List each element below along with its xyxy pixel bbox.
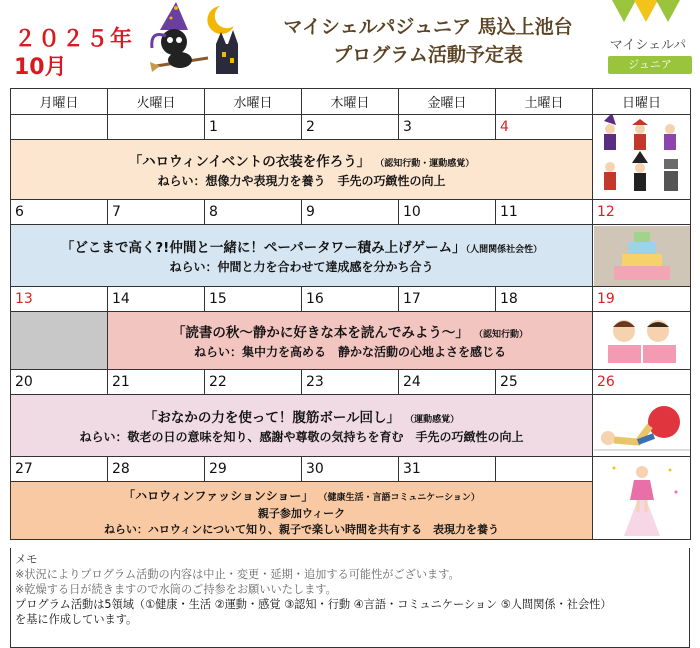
date-cell: 20 xyxy=(11,370,108,395)
event-cell xyxy=(108,312,593,370)
weekday-header: 日曜日 xyxy=(593,89,691,115)
monthly-calendar xyxy=(10,88,691,540)
date-cell: 7 xyxy=(108,200,205,225)
logo-badge: ジュニア xyxy=(608,56,692,74)
memo-info: を基に作成しています。 xyxy=(15,613,138,626)
date-cell-sunday: 19 xyxy=(593,287,691,312)
date-cell: 15 xyxy=(205,287,302,312)
date-cell: 24 xyxy=(399,370,496,395)
weekday-header: 土曜日 xyxy=(496,89,593,115)
halloween-witch-illustration xyxy=(146,0,250,84)
date-row xyxy=(11,200,691,225)
event-cell xyxy=(11,395,593,457)
event-row xyxy=(11,482,691,540)
memo-title: メモ xyxy=(15,553,38,566)
date-cell: 17 xyxy=(399,287,496,312)
weekday-header: 水曜日 xyxy=(205,89,302,115)
date-cell: 28 xyxy=(108,457,205,482)
event-domain-tag: （健康生活・言語コミュニケーション） xyxy=(318,492,480,503)
event-domain-tag: （人間関係社会性） xyxy=(465,245,543,256)
date-row xyxy=(11,287,691,312)
date-cell: 23 xyxy=(302,370,399,395)
event-row xyxy=(11,395,691,457)
event-subtitle: 親子参加ウィーク xyxy=(257,507,346,521)
weekday-header: 金曜日 xyxy=(399,89,496,115)
calendar-year: ２０２５年 xyxy=(14,27,135,52)
date-cell-sunday: 26 xyxy=(593,370,691,395)
weekday-header: 木曜日 xyxy=(302,89,399,115)
date-cell: 29 xyxy=(205,457,302,482)
event-image-ab-ball-exercise xyxy=(593,395,691,457)
event-goal: ねらい：敬老の日の意味を知り、感謝や尊敬の気持ちを育む 手先の巧緻性の向上 xyxy=(79,429,524,444)
event-image-halloween-costumes xyxy=(593,115,691,200)
memo-info: プログラム活動は5領域（①健康・生活 ②運動・感覚 ③認知・行動 ④言語・コミュニケーション ⑤人間関係・社会性） xyxy=(15,598,612,611)
date-cell: 8 xyxy=(205,200,302,225)
event-title: 「どこまで高く?!仲間と一緒に！ペーパータワー積み上げゲーム」 xyxy=(60,240,466,257)
date-cell: 16 xyxy=(302,287,399,312)
date-cell: 10 xyxy=(399,200,496,225)
date-cell: 18 xyxy=(496,287,593,312)
date-cell xyxy=(496,457,593,482)
date-cell xyxy=(108,115,205,140)
schedule-title: プログラム活動予定表 xyxy=(333,44,523,66)
weekday-header: 火曜日 xyxy=(108,89,205,115)
date-cell: 9 xyxy=(302,200,399,225)
date-cell-holiday: 13 xyxy=(11,287,108,312)
date-cell-saturday: 4 xyxy=(496,115,593,140)
event-cell xyxy=(11,225,593,287)
date-row xyxy=(11,457,691,482)
event-image-fashion-show xyxy=(593,457,691,540)
event-row xyxy=(11,312,691,370)
date-cell-sunday: 12 xyxy=(593,200,691,225)
date-cell: 31 xyxy=(399,457,496,482)
event-row xyxy=(11,140,691,200)
event-goal: ねらい：仲間と力を合わせて達成感を分かち合う xyxy=(169,259,434,274)
memo-note: ※乾燥する日が続きますので水筒のご持参をお願いいたします。 xyxy=(15,583,337,596)
event-goal: ねらい：想像力や表現力を養う 手先の巧緻性の向上 xyxy=(157,173,446,188)
event-domain-tag: （運動感覚） xyxy=(405,415,460,426)
date-cell: 14 xyxy=(108,287,205,312)
calendar-month: 10月 xyxy=(14,55,67,80)
event-title: 「読書の秋〜静かに好きな本を読んでみよう〜」 xyxy=(171,325,469,342)
event-title: 「ハロウィンイベントの衣装を作ろう」 xyxy=(128,154,371,171)
date-row xyxy=(11,370,691,395)
date-cell: 2 xyxy=(302,115,399,140)
event-domain-tag: （認知行動） xyxy=(474,330,529,341)
date-cell: 11 xyxy=(496,200,593,225)
event-domain-tag: （認知行動・運動感覚） xyxy=(375,159,475,170)
event-image-children-reading xyxy=(593,312,691,370)
weekday-header: 月曜日 xyxy=(11,89,108,115)
date-cell: 3 xyxy=(399,115,496,140)
closed-day-cell xyxy=(11,312,108,370)
header xyxy=(0,0,700,88)
date-cell: 6 xyxy=(11,200,108,225)
event-title: 「おなかの力を使って！腹筋ボール回し」 xyxy=(143,410,401,427)
center-name-title: マイシェルパジュニア 馬込上池台 xyxy=(283,16,573,38)
date-cell: 30 xyxy=(302,457,399,482)
memo-box xyxy=(10,548,690,648)
date-cell: 25 xyxy=(496,370,593,395)
logo-mark-icon xyxy=(596,0,700,34)
event-image-paper-tower xyxy=(593,225,691,287)
event-goal: ねらい：集中力を高める 静かな活動の心地よさを感じる xyxy=(193,344,506,359)
date-cell: 1 xyxy=(205,115,302,140)
brand-logo xyxy=(596,0,700,84)
weekday-header-row xyxy=(11,89,691,115)
logo-name: マイシェルパ xyxy=(609,38,687,53)
date-cell: 21 xyxy=(108,370,205,395)
date-cell: 27 xyxy=(11,457,108,482)
event-cell xyxy=(11,482,593,540)
event-cell xyxy=(11,140,593,200)
event-row xyxy=(11,225,691,287)
event-title: 「ハロウィンファッションショー」 xyxy=(123,488,314,503)
event-goal: ねらい：ハロウィンについて知り、親子で楽しい時間を共有する 表現力を養う xyxy=(103,523,500,537)
memo-note: ※状況によりプログラム活動の内容は中止・変更・延期・追加する可能性がございます。 xyxy=(15,568,460,581)
date-cell: 22 xyxy=(205,370,302,395)
date-row xyxy=(11,115,691,140)
date-cell xyxy=(11,115,108,140)
